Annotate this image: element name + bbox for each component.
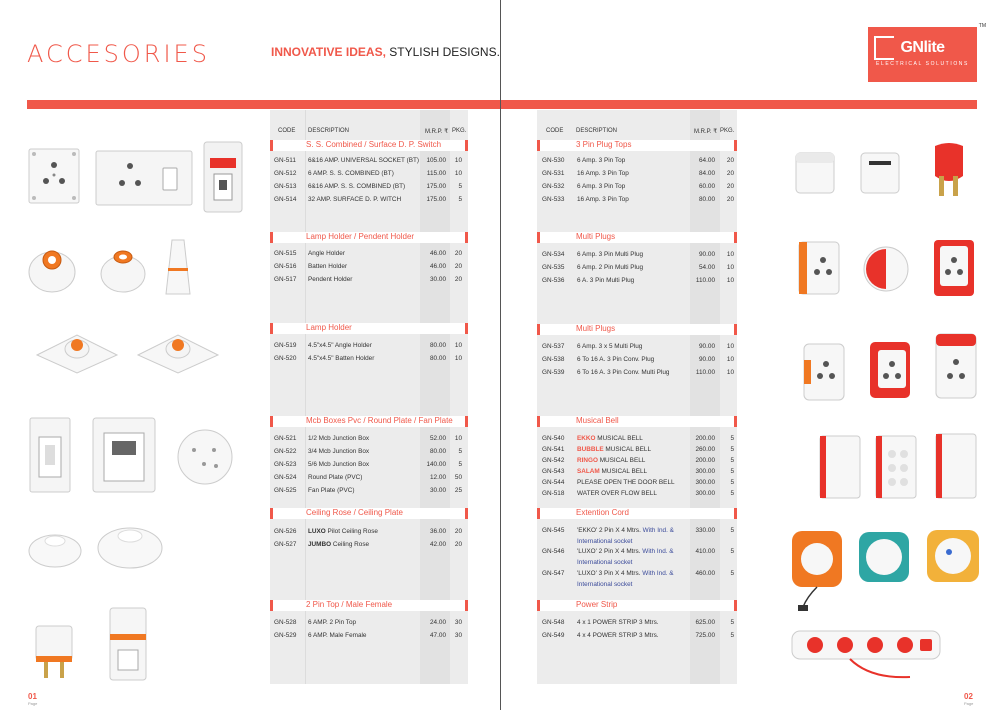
- power-strip-image: [790, 625, 948, 685]
- three-pin-top-image: [790, 145, 842, 201]
- row-code: GN-530: [542, 157, 565, 164]
- row-desc: 6 AMP. 2 Pin Top: [308, 619, 357, 626]
- row-price: 300.00: [695, 490, 715, 497]
- section-header: [537, 232, 737, 243]
- row-desc: [577, 446, 651, 453]
- page-label-right: Page: [964, 701, 974, 706]
- left-col-pkg: PKG.: [452, 128, 467, 134]
- male-female-image: [106, 604, 150, 684]
- row-desc: Round Plate (PVC): [308, 474, 363, 481]
- row-pkg: 5: [458, 196, 462, 203]
- section-header: [270, 416, 468, 427]
- row-price: 725.00: [695, 632, 715, 639]
- right-accent-bar: [501, 100, 977, 109]
- row-price: 90.00: [699, 356, 715, 363]
- row-price: 115.00: [426, 170, 446, 177]
- section-header: [537, 416, 737, 427]
- row-desc: [577, 527, 674, 534]
- row-pkg: 20: [726, 196, 734, 203]
- section-header: [537, 508, 737, 519]
- row-desc: [577, 468, 647, 475]
- row-brand: RINGO: [577, 457, 598, 464]
- multi-plug-2pin-image: [862, 243, 910, 295]
- ekko-extension-cord-image: [788, 525, 850, 615]
- row-desc-line2: International socket: [577, 581, 633, 588]
- row-desc: [577, 435, 643, 442]
- row-pkg: 10: [454, 342, 462, 349]
- section-header: [537, 324, 737, 335]
- row-code: GN-519: [274, 342, 297, 349]
- section-header: [537, 600, 737, 611]
- row-pkg: 5: [458, 448, 462, 455]
- bubble-bell-image: [872, 432, 920, 502]
- section-header: [270, 232, 468, 243]
- row-desc: 4.5"x4.5" Batten Holder: [308, 355, 375, 362]
- page-title: ACCESORIES: [27, 40, 210, 68]
- conv-multi-plug-image: [932, 330, 980, 402]
- universal-socket-image: [28, 148, 80, 204]
- row-price: 110.00: [695, 277, 715, 284]
- right-col-code: CODE: [546, 128, 564, 134]
- row-pkg: 5: [730, 619, 734, 626]
- section-title: Multi Plugs: [576, 232, 616, 241]
- row-pkg: 50: [454, 474, 462, 481]
- row-desc: 6 To 16 A. 3 Pin Conv. Multi Plug: [577, 369, 670, 376]
- section-title: Multi Plugs: [576, 324, 616, 333]
- row-code: GN-512: [274, 170, 297, 177]
- dp-switch-image: [202, 140, 244, 215]
- row-pkg: 10: [454, 157, 462, 164]
- left-col-description: DESCRIPTION: [308, 128, 350, 134]
- row-pkg: 10: [454, 170, 462, 177]
- left-col-code: CODE: [278, 128, 296, 134]
- row-code: GN-525: [274, 487, 297, 494]
- row-desc: Batten Holder: [308, 263, 348, 270]
- sixteen-amp-top-image: [855, 145, 907, 201]
- row-price: 90.00: [699, 251, 715, 258]
- row-desc-text: MUSICAL BELL: [595, 435, 643, 442]
- row-code: GN-520: [274, 355, 297, 362]
- row-code: GN-527: [274, 541, 297, 548]
- row-pkg: 10: [454, 435, 462, 442]
- row-price: 175.00: [426, 183, 446, 190]
- right-col-pkg: PKG.: [720, 128, 735, 134]
- row-desc-text: MUSICAL BELL: [597, 457, 646, 464]
- row-desc-text: 'LUXO' 3 Pin X 4 Mtrs.: [577, 570, 641, 577]
- row-price: 24.00: [430, 619, 446, 626]
- row-price: 64.00: [699, 157, 715, 164]
- row-code: GN-523: [274, 461, 297, 468]
- row-pkg: 30: [454, 632, 462, 639]
- row-code: GN-529: [274, 632, 297, 639]
- row-code: GN-524: [274, 474, 297, 481]
- row-code: GN-538: [542, 356, 565, 363]
- row-pkg: 10: [726, 264, 734, 271]
- row-desc: [308, 528, 378, 535]
- two-pin-top-image: [32, 620, 76, 680]
- section-header: [270, 508, 468, 519]
- tagline: [271, 45, 500, 59]
- row-brand: JUMBO: [308, 541, 332, 548]
- row-desc: 1/2 Mcb Junction Box: [308, 435, 370, 442]
- row-desc: 6 A. 3 Pin Multi Plug: [577, 277, 635, 284]
- section-title: Extention Cord: [576, 508, 629, 517]
- row-pkg: 10: [726, 343, 734, 350]
- row-price: 60.00: [699, 183, 715, 190]
- section-title: 3 Pin Plug Tops: [576, 140, 632, 149]
- row-pkg: 5: [730, 435, 734, 442]
- row-code: GN-515: [274, 250, 297, 257]
- luxo-ceiling-rose-image: [27, 525, 83, 569]
- row-price: 260.00: [695, 446, 715, 453]
- row-desc: Angle Holder: [308, 250, 345, 257]
- row-price: 80.00: [699, 196, 715, 203]
- multi-plug-3pin-image: [795, 238, 843, 298]
- row-pkg: 5: [730, 490, 734, 497]
- row-desc: 5/6 Mcb Junction Box: [308, 461, 370, 468]
- row-desc: PLEASE OPEN THE DOOR BELL: [577, 479, 675, 486]
- row-desc: WATER OVER FLOW BELL: [577, 490, 657, 497]
- multi-plug-3x5-image: [800, 340, 848, 404]
- row-pkg: 5: [730, 570, 734, 577]
- row-brand: SALAM: [577, 468, 600, 475]
- row-pkg: 5: [730, 527, 734, 534]
- row-desc: 6 AMP. S. S. COMBINED (BT): [308, 170, 394, 177]
- row-price: 46.00: [430, 250, 446, 257]
- row-desc: 6 Amp. 2 Pin Multi Plug: [577, 264, 644, 271]
- batten-holder-image: [98, 240, 148, 295]
- row-desc: 6 To 16 A. 3 Pin Conv. Plug: [577, 356, 655, 363]
- right-col-description: DESCRIPTION: [576, 128, 618, 134]
- row-desc: 6&16 AMP. UNIVERSAL SOCKET (BT): [308, 157, 420, 164]
- row-desc: [308, 541, 369, 548]
- left-col-divider: [305, 110, 306, 684]
- row-pkg: 20: [454, 250, 462, 257]
- section-title: S. S. Combined / Surface D. P. Switch: [306, 140, 442, 149]
- row-desc-line2: International socket: [577, 538, 633, 545]
- row-pkg: 5: [730, 457, 734, 464]
- row-price: 36.00: [430, 528, 446, 535]
- row-pkg: 5: [730, 632, 734, 639]
- row-pkg: 10: [726, 356, 734, 363]
- right-col-mrp: M.R.P. ₹: [694, 129, 718, 135]
- row-price: 30.00: [430, 276, 446, 283]
- multi-plug-6a-image: [930, 236, 978, 300]
- row-code: GN-534: [542, 251, 565, 258]
- logo-subtitle: ELECTRICAL SOLUTIONS: [876, 61, 969, 67]
- row-desc-text: MUSICAL BELL: [603, 446, 651, 453]
- row-code: GN-511: [274, 157, 296, 164]
- section-title: Power Strip: [576, 600, 618, 609]
- logo-trademark: TM: [978, 23, 986, 29]
- row-pkg: 10: [454, 355, 462, 362]
- row-pkg: 5: [458, 461, 462, 468]
- row-code: GN-537: [542, 343, 565, 350]
- row-price: 625.00: [695, 619, 715, 626]
- row-code: GN-531: [542, 170, 565, 177]
- row-price: 47.00: [430, 632, 446, 639]
- row-code: GN-548: [542, 619, 565, 626]
- row-price: 110.00: [695, 369, 715, 376]
- ekko-bell-image: [816, 432, 864, 502]
- row-code: GN-514: [274, 196, 297, 203]
- row-price: 140.00: [426, 461, 446, 468]
- row-desc: 32 AMP. SURFACE D. P. WITCH: [308, 196, 402, 203]
- row-desc: Fan Plate (PVC): [308, 487, 355, 494]
- page-number-left: [28, 692, 37, 706]
- row-desc: 4 x 4 POWER STRIP 3 Mtrs.: [577, 632, 659, 639]
- row-desc-text: Pilot Ceiling Rose: [325, 528, 378, 535]
- tagline-rest: STYLISH DESIGNS.: [385, 45, 500, 59]
- row-code: GN-544: [542, 479, 565, 486]
- row-price: 300.00: [695, 468, 715, 475]
- row-price: 175.00: [426, 196, 446, 203]
- batten-holder-square-image: [133, 325, 223, 375]
- row-pkg: 20: [726, 170, 734, 177]
- row-price: 330.00: [695, 527, 715, 534]
- row-desc: 6 Amp. 3 Pin Multi Plug: [577, 251, 644, 258]
- row-code: GN-528: [274, 619, 297, 626]
- row-pkg: 20: [726, 183, 734, 190]
- row-code: GN-533: [542, 196, 565, 203]
- row-desc: 6 AMP. Male Female: [308, 632, 367, 639]
- row-desc: 6 Amp. 3 Pin Top: [577, 157, 626, 164]
- section-title: 2 Pin Top / Male Female: [306, 600, 393, 609]
- row-price: 200.00: [695, 435, 715, 442]
- row-price: 300.00: [695, 479, 715, 486]
- mcb-box-large-image: [90, 415, 158, 495]
- row-pkg: 5: [730, 446, 734, 453]
- row-desc: Pendent Holder: [308, 276, 353, 283]
- row-pkg: 20: [454, 276, 462, 283]
- row-price: 410.00: [695, 548, 715, 555]
- section-title: Ceiling Rose / Ceiling Plate: [306, 508, 403, 517]
- row-desc-text: Ceiling Rose: [331, 541, 370, 548]
- tagline-bold: INNOVATIVE IDEAS,: [271, 45, 386, 59]
- row-code: GN-539: [542, 369, 565, 376]
- row-desc-text: 'LUXO' 2 Pin X 4 Mtrs.: [577, 548, 641, 555]
- row-price: 12.00: [430, 474, 446, 481]
- row-price: 42.00: [430, 541, 446, 548]
- row-price: 460.00: [695, 570, 715, 577]
- row-code: GN-517: [274, 276, 297, 283]
- section-title: Mcb Boxes Pvc / Round Plate / Fan Plate: [306, 416, 453, 425]
- row-desc-text: 'EKKO' 2 Pin X 4 Mtrs.: [577, 527, 641, 534]
- row-desc-highlight: With Ind. &: [640, 548, 674, 555]
- row-code: GN-536: [542, 277, 565, 284]
- row-brand: EKKO: [577, 435, 596, 442]
- luxo-3pin-cord-image: [925, 528, 985, 588]
- salam-bell-image: [932, 430, 980, 502]
- row-pkg: 30: [454, 619, 462, 626]
- row-desc-highlight: With Ind. &: [640, 527, 674, 534]
- row-code: GN-546: [542, 548, 565, 555]
- row-price: 30.00: [430, 487, 446, 494]
- row-pkg: 5: [730, 479, 734, 486]
- row-price: 80.00: [430, 355, 446, 362]
- page-number-left-value: 01: [28, 692, 37, 701]
- section-header: [270, 323, 468, 334]
- angle-holder-image: [27, 240, 77, 295]
- left-accent-bar: [27, 100, 500, 109]
- row-pkg: 25: [454, 487, 462, 494]
- section-title: Lamp Holder: [306, 323, 352, 332]
- row-brand: BUBBLE: [577, 446, 604, 453]
- page-number-right: [964, 692, 973, 706]
- row-desc: 6 Amp. 3 Pin Top: [577, 183, 626, 190]
- row-price: 200.00: [695, 457, 715, 464]
- section-title: Musical Bell: [576, 416, 619, 425]
- row-price: 105.00: [426, 157, 446, 164]
- row-price: 84.00: [699, 170, 715, 177]
- row-code: GN-543: [542, 468, 565, 475]
- mcb-box-small-image: [27, 415, 73, 495]
- section-header: [270, 600, 468, 611]
- section-header: [537, 140, 737, 151]
- row-desc: 16 Amp. 3 Pin Top: [577, 170, 629, 177]
- angle-holder-square-image: [32, 325, 122, 375]
- row-pkg: 20: [726, 157, 734, 164]
- row-code: GN-547: [542, 570, 565, 577]
- row-desc: [577, 548, 674, 555]
- row-pkg: 10: [726, 369, 734, 376]
- luxo-2pin-cord-image: [857, 530, 913, 590]
- brand-logo: [868, 23, 986, 82]
- row-price: 46.00: [430, 263, 446, 270]
- row-brand: LUXO: [308, 528, 326, 535]
- pendent-holder-image: [160, 236, 196, 298]
- row-code: GN-516: [274, 263, 297, 270]
- row-pkg: 10: [726, 277, 734, 284]
- logo-name: GNlite: [900, 39, 945, 56]
- section-title: Lamp Holder / Pendent Holder: [306, 232, 415, 241]
- row-pkg: 20: [454, 263, 462, 270]
- row-code: GN-549: [542, 632, 565, 639]
- row-desc: 6 Amp. 3 x 5 Multi Plug: [577, 343, 643, 350]
- row-code: GN-541: [542, 446, 565, 453]
- row-desc-highlight: With Ind. &: [640, 570, 674, 577]
- row-code: GN-526: [274, 528, 297, 535]
- row-code: GN-522: [274, 448, 297, 455]
- red-plug-top-image: [925, 138, 971, 202]
- jumbo-ceiling-rose-image: [96, 518, 164, 570]
- section-header: [270, 140, 468, 151]
- row-code: GN-518: [542, 490, 565, 497]
- conv-plug-image: [866, 338, 914, 402]
- row-desc: 4.5"x4.5" Angle Holder: [308, 342, 372, 349]
- row-price: 90.00: [699, 343, 715, 350]
- row-pkg: 5: [458, 183, 462, 190]
- row-price: 80.00: [430, 342, 446, 349]
- row-price: 80.00: [430, 448, 446, 455]
- row-desc: [577, 457, 645, 464]
- row-code: GN-521: [274, 435, 297, 442]
- row-pkg: 20: [454, 528, 462, 535]
- row-code: GN-542: [542, 457, 565, 464]
- row-price: 54.00: [699, 264, 715, 271]
- left-col-mrp: M.R.P. ₹: [425, 129, 449, 135]
- row-desc: 6&16 AMP. S. S. COMBINED (BT): [308, 183, 406, 190]
- row-code: GN-545: [542, 527, 565, 534]
- row-code: GN-540: [542, 435, 565, 442]
- row-desc: 16 Amp. 3 Pin Top: [577, 196, 629, 203]
- row-pkg: 20: [454, 541, 462, 548]
- row-pkg: 10: [726, 251, 734, 258]
- round-plate-image: [176, 428, 234, 486]
- row-code: GN-532: [542, 183, 565, 190]
- page-label-left: Page: [28, 701, 38, 706]
- page-number-right-value: 02: [964, 692, 973, 701]
- combined-switch-image: [95, 150, 195, 208]
- row-code: GN-535: [542, 264, 565, 271]
- row-pkg: 5: [730, 468, 734, 475]
- row-desc-text: MUSICAL BELL: [599, 468, 648, 475]
- row-desc: 3/4 Mcb Junction Box: [308, 448, 370, 455]
- row-pkg: 5: [730, 548, 734, 555]
- row-desc-line2: International socket: [577, 559, 633, 566]
- row-desc: 4 x 1 POWER STRIP 3 Mtrs.: [577, 619, 659, 626]
- row-price: 52.00: [430, 435, 446, 442]
- logo-frame-icon: [874, 36, 894, 60]
- row-desc: [577, 570, 674, 577]
- row-code: GN-513: [274, 183, 297, 190]
